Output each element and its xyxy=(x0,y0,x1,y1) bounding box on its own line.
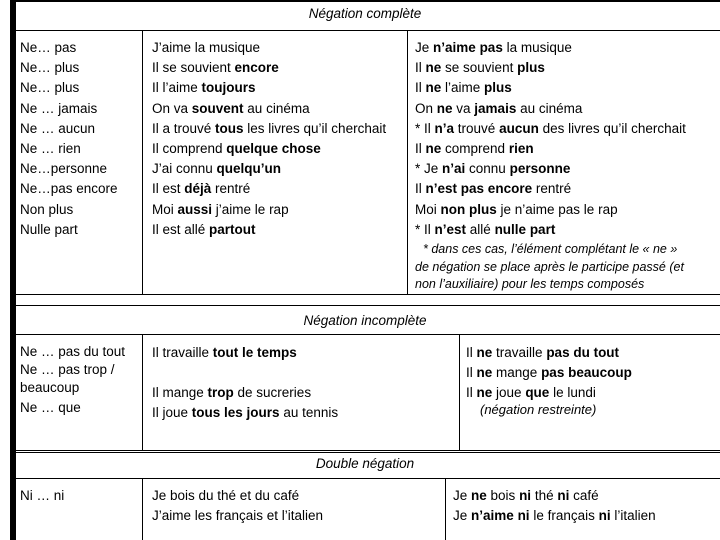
emphasis-text: quelque chose xyxy=(226,140,321,156)
plain-text: bois xyxy=(486,488,520,503)
example-negative xyxy=(415,200,686,220)
plain-text: j’aime le rap xyxy=(212,201,289,217)
plain-text: l’italien xyxy=(610,508,656,523)
plain-text: café xyxy=(569,488,599,503)
emphasis-text: ni xyxy=(519,488,532,503)
empty-line xyxy=(152,363,338,383)
plain-text: Je xyxy=(453,508,472,523)
note-line: non l’auxiliaire) pour les temps composés xyxy=(415,277,645,291)
emphasis-text: n’est xyxy=(425,181,458,197)
form-item: Ne … jamais xyxy=(20,100,98,116)
plain-text: Il joue xyxy=(152,405,192,420)
example-negative xyxy=(415,38,686,58)
plain-text: le français xyxy=(529,508,599,523)
example-negative xyxy=(453,486,656,506)
emphasis-text: aussi xyxy=(177,201,213,217)
note-line: * dans ces cas, l’élément complétant le « ne » xyxy=(423,242,678,256)
emphasis-text: trop xyxy=(207,385,234,400)
plain-text: thé xyxy=(531,488,558,503)
example-negative xyxy=(415,159,686,179)
plain-text: Moi xyxy=(152,201,178,217)
double-positive-column xyxy=(152,486,323,526)
plain-text: Il a trouvé xyxy=(152,120,216,136)
emphasis-text: ne xyxy=(425,60,442,76)
complete-negative-column xyxy=(415,38,686,240)
plain-text: Il l’aime xyxy=(152,80,202,96)
emphasis-text: ni xyxy=(517,508,530,523)
example-positive: J’aime les français et l’italien xyxy=(152,508,324,523)
plain-text: Il xyxy=(466,385,477,400)
emphasis-text: que xyxy=(525,385,550,400)
plain-text: Il est allé xyxy=(152,221,210,237)
emphasis-text: pas xyxy=(479,40,503,55)
plain-text: trouvé xyxy=(454,120,500,136)
section-title-incomplete: Négation incomplète xyxy=(303,313,427,328)
double-negative-column xyxy=(453,486,656,526)
example-positive xyxy=(152,159,386,179)
emphasis-text: ne xyxy=(476,345,493,360)
example-positive xyxy=(152,383,338,403)
complete-positive-column xyxy=(152,38,386,240)
emphasis-text: tous xyxy=(215,120,244,136)
example-positive xyxy=(152,38,386,58)
form-item: Ne … que xyxy=(20,400,81,415)
emphasis-text: tous les jours xyxy=(191,405,280,420)
plain-text: Je xyxy=(453,488,472,503)
plain-text: On xyxy=(415,100,437,116)
section-title-double: Double négation xyxy=(315,456,415,471)
plain-text: On va xyxy=(152,100,192,116)
example-negative xyxy=(466,343,632,363)
example-positive xyxy=(152,200,386,220)
plain-text: Il travaille xyxy=(152,345,213,360)
plain-text: Il xyxy=(466,365,477,380)
plain-text: le lundi xyxy=(549,385,596,400)
plain-text: Il xyxy=(415,181,426,197)
example-negative xyxy=(415,78,686,98)
plain-text: Il xyxy=(466,345,477,360)
plain-text: J’ai connu xyxy=(152,161,217,177)
plain-text: je n’aime pas le rap xyxy=(496,201,618,217)
emphasis-text: plus xyxy=(517,60,545,76)
emphasis-text: pas du tout xyxy=(546,345,620,360)
plain-text: Il se souvient xyxy=(152,60,235,76)
example-negative xyxy=(466,383,632,403)
form-item: Nulle part xyxy=(20,221,78,237)
double-forms-column xyxy=(20,486,64,506)
emphasis-text: ne xyxy=(425,80,442,96)
example-negative xyxy=(415,99,686,119)
form-item: beaucoup xyxy=(20,380,80,395)
plain-text: l’aime xyxy=(441,80,485,96)
form-item: Ni … ni xyxy=(20,488,65,503)
form-item: Ne … rien xyxy=(20,140,81,156)
plain-text: allé xyxy=(466,221,495,237)
form-item: Non plus xyxy=(20,201,74,217)
section-title-complete: Négation complète xyxy=(308,6,422,21)
emphasis-text: partout xyxy=(209,221,256,237)
complete-forms-column xyxy=(20,38,118,240)
emphasis-text: ne xyxy=(476,385,493,400)
form-item: Ne … aucun xyxy=(20,120,96,136)
incomplete-note: (négation restreinte) xyxy=(480,402,597,417)
emphasis-text: ne xyxy=(436,100,453,116)
note-line: de négation se place après le participe passé (et xyxy=(415,259,684,274)
form-item: Ne…pas encore xyxy=(20,181,118,197)
plain-text: au cinéma xyxy=(516,100,583,116)
form-item: Ne… pas xyxy=(20,40,77,55)
plain-text: Moi xyxy=(415,201,441,217)
plain-text: au cinéma xyxy=(243,100,310,116)
emphasis-text: personne xyxy=(509,161,571,177)
plain-text: comprend xyxy=(441,140,509,156)
plain-text: rentré xyxy=(211,181,251,197)
complete-note xyxy=(415,241,684,294)
emphasis-text: nulle part xyxy=(494,221,556,237)
incomplete-positive-column xyxy=(152,343,338,423)
emphasis-text: n’ai xyxy=(442,161,466,177)
plain-text: Il est xyxy=(152,181,185,197)
example-positive xyxy=(152,99,386,119)
form-item: Ne… plus xyxy=(20,60,80,76)
emphasis-text: jamais xyxy=(474,100,517,116)
emphasis-text: n’est xyxy=(434,221,467,237)
example-positive xyxy=(152,119,386,139)
emphasis-text: ni xyxy=(598,508,611,523)
emphasis-text: ni xyxy=(557,488,570,503)
emphasis-text: plus xyxy=(484,80,512,96)
form-item: Ne … pas du tout xyxy=(20,344,126,359)
emphasis-text: quelqu’un xyxy=(216,161,282,177)
example-negative xyxy=(466,363,632,383)
plain-text: J’aime la musique xyxy=(152,40,261,55)
example-negative xyxy=(415,139,686,159)
emphasis-text: ne xyxy=(425,140,442,156)
form-item: Ne … pas trop / xyxy=(20,362,115,377)
example-negative xyxy=(415,58,686,78)
plain-text: les livres qu’il cherchait xyxy=(243,120,387,136)
plain-text: se souvient xyxy=(441,60,518,76)
plain-text: * Je xyxy=(415,161,443,177)
example-positive xyxy=(152,58,386,78)
plain-text: Il comprend xyxy=(152,140,227,156)
emphasis-text: tout le temps xyxy=(212,345,297,360)
plain-text: Il xyxy=(415,140,426,156)
example-positive xyxy=(152,343,338,363)
plain-text: va xyxy=(452,100,475,116)
emphasis-text: aucun xyxy=(499,120,539,136)
example-positive: Je bois du thé et du café xyxy=(152,488,300,503)
emphasis-text: n’aime xyxy=(433,40,476,55)
emphasis-text: n’a xyxy=(434,120,455,136)
plain-text: au tennis xyxy=(279,405,339,420)
plain-text: Il xyxy=(415,80,426,96)
emphasis-text: ne xyxy=(471,488,487,503)
emphasis-text: ne xyxy=(476,365,493,380)
plain-text: la musique xyxy=(502,40,572,55)
emphasis-text: pas beaucoup xyxy=(541,365,632,380)
plain-text: des livres qu’il cherchait xyxy=(538,120,686,136)
plain-text: joue xyxy=(492,385,526,400)
plain-text: de sucreries xyxy=(233,385,312,400)
emphasis-text: rien xyxy=(508,140,534,156)
example-negative xyxy=(415,220,686,240)
incomplete-negative-column xyxy=(466,343,632,403)
plain-text: Il xyxy=(415,60,426,76)
emphasis-text: toujours xyxy=(201,80,256,96)
plain-text: rentré xyxy=(532,181,572,197)
plain-text: travaille xyxy=(492,345,547,360)
emphasis-text: n’aime xyxy=(471,508,514,523)
example-positive xyxy=(152,139,386,159)
emphasis-text: déjà xyxy=(184,181,212,197)
plain-text: Il mange xyxy=(152,385,208,400)
example-positive xyxy=(152,403,338,423)
emphasis-text: non plus xyxy=(440,201,497,217)
example-negative xyxy=(415,179,686,199)
example-negative xyxy=(415,119,686,139)
emphasis-text: pas encore xyxy=(460,181,533,197)
plain-text: Je xyxy=(415,40,434,55)
plain-text: connu xyxy=(465,161,510,177)
form-item: Ne…personne xyxy=(20,161,108,177)
emphasis-text: souvent xyxy=(191,100,244,116)
plain-text: mange xyxy=(492,365,542,380)
example-negative xyxy=(453,506,656,526)
example-positive xyxy=(152,78,386,98)
plain-text: * Il xyxy=(415,221,435,237)
example-positive xyxy=(152,179,386,199)
incomplete-forms-column xyxy=(20,343,125,417)
example-positive xyxy=(152,220,386,240)
form-item: Ne… plus xyxy=(20,80,80,96)
plain-text: * Il xyxy=(415,120,435,136)
emphasis-text: encore xyxy=(234,60,279,76)
